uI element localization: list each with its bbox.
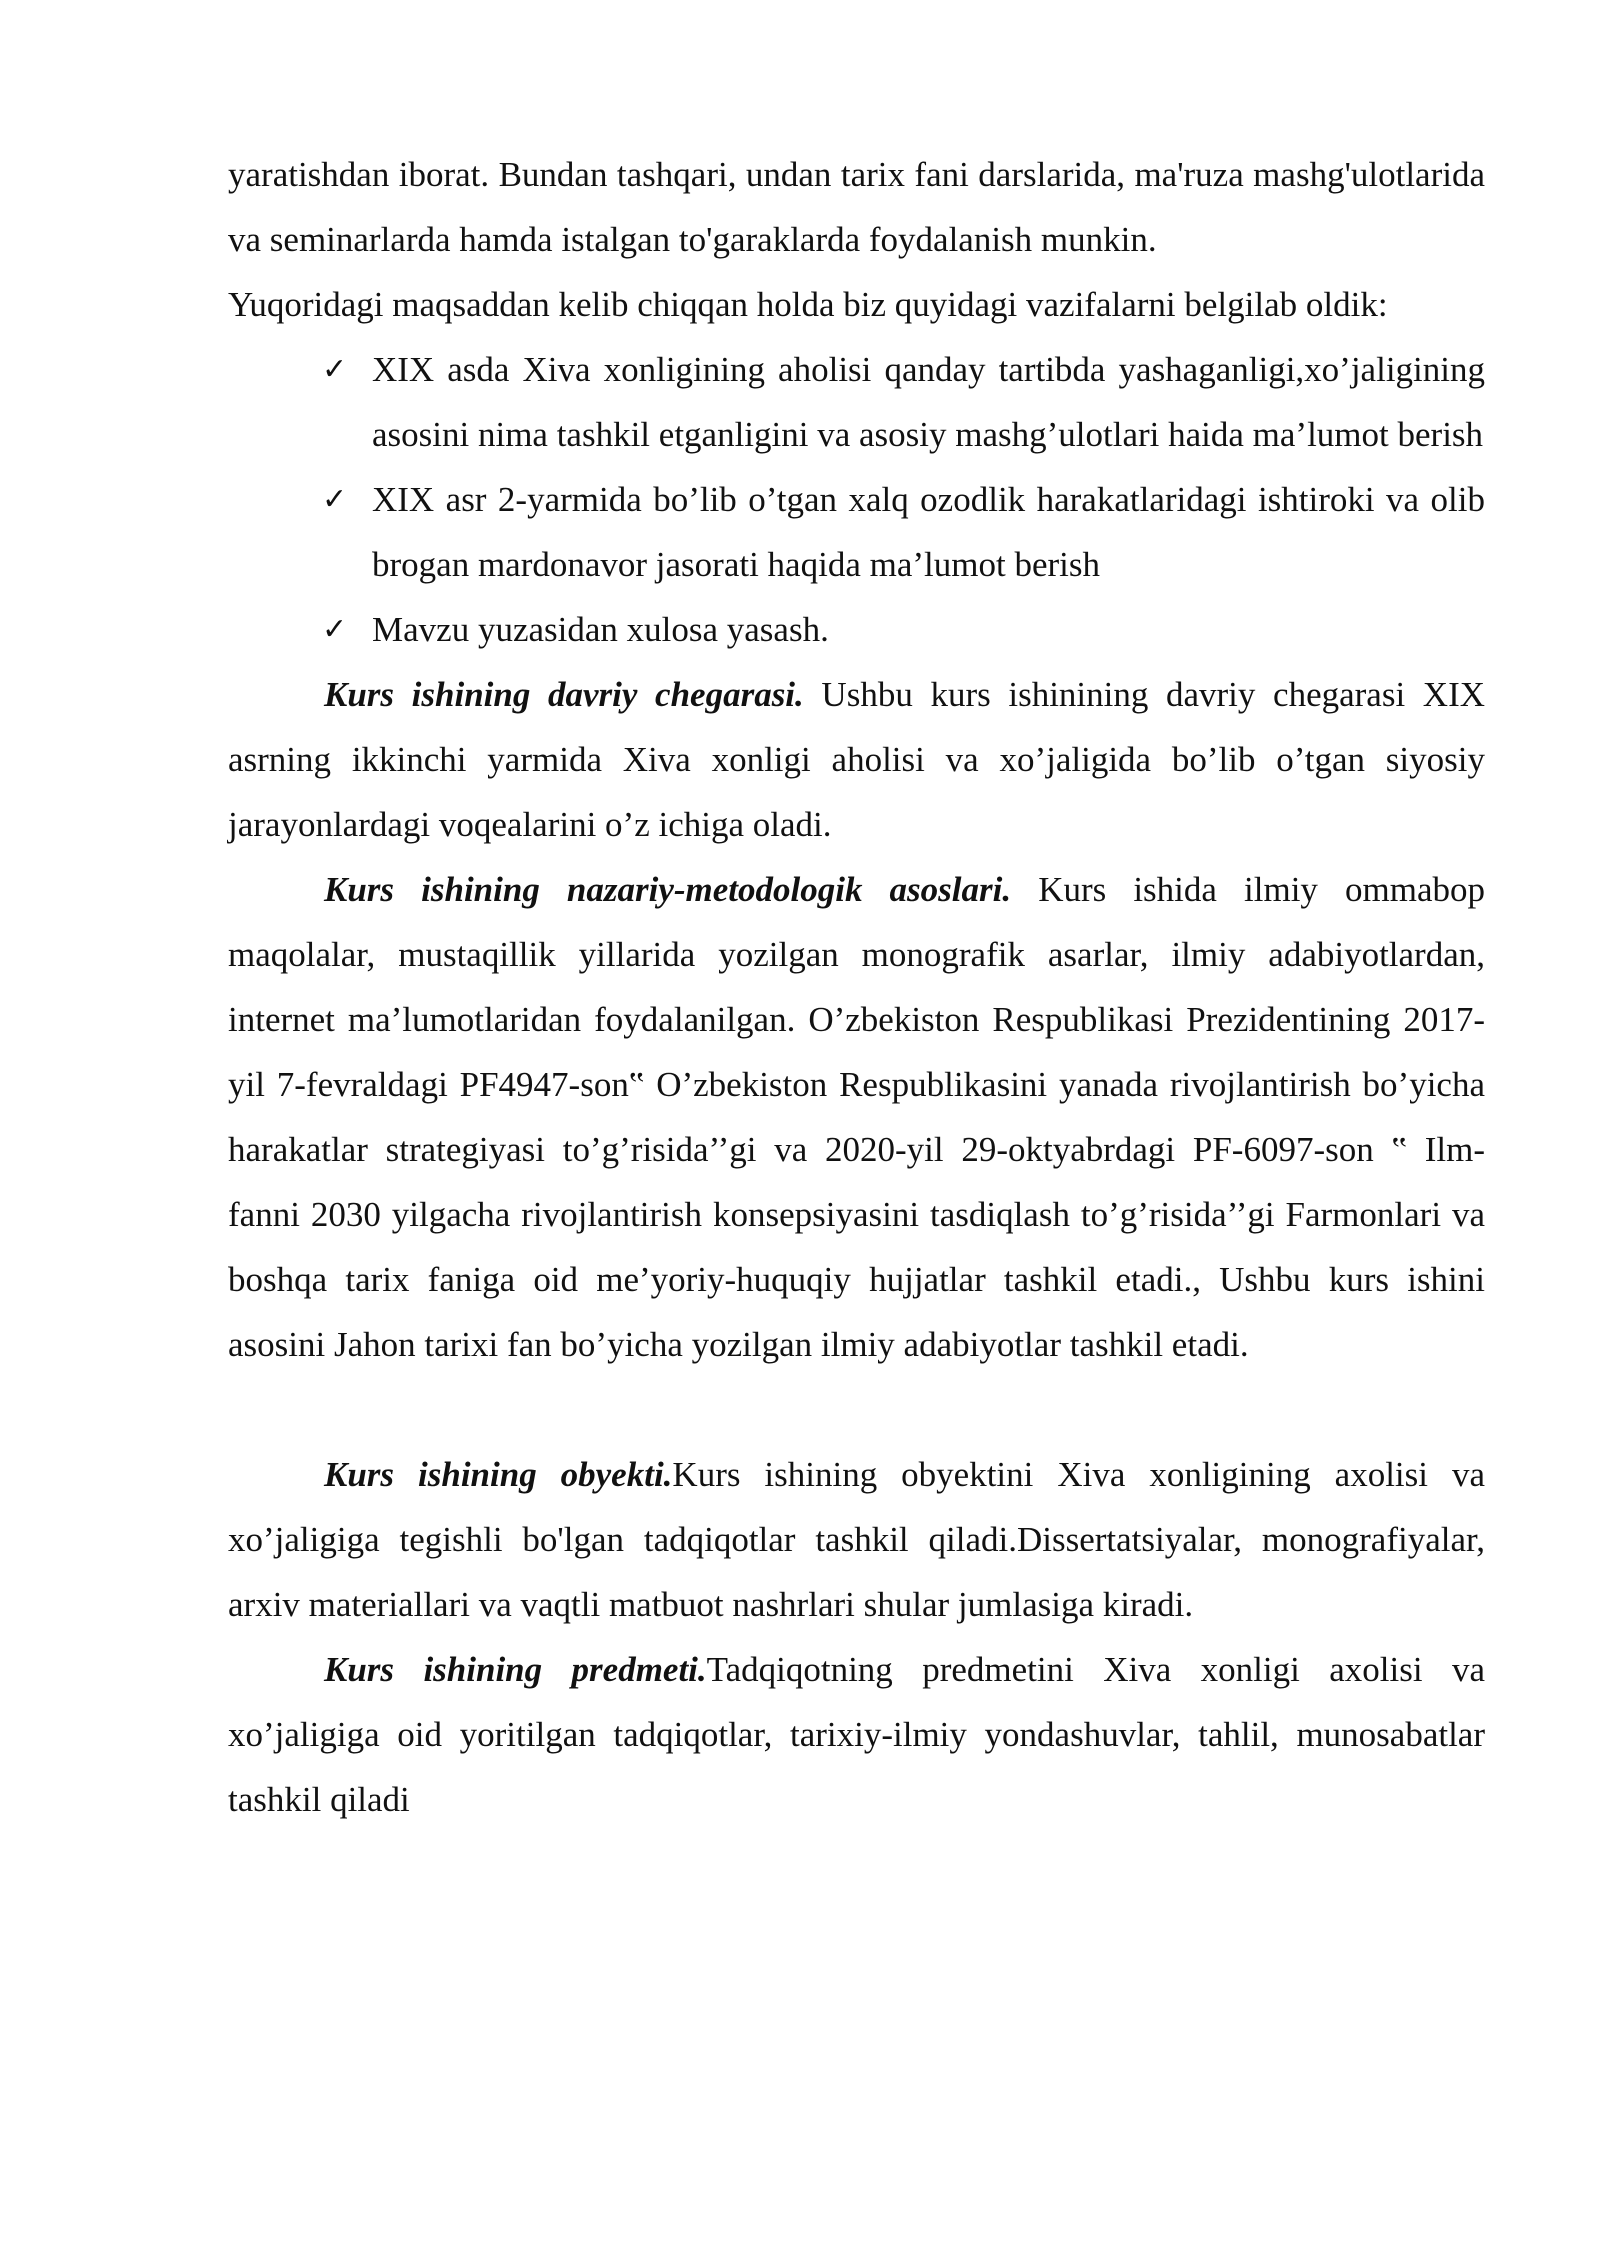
task-list xyxy=(228,337,1485,662)
chronology-heading: Kurs ishining davriy chegarasi. xyxy=(324,675,804,714)
checkmark-icon: ✓ xyxy=(322,482,348,517)
document-page xyxy=(228,142,1485,1832)
chronology-text: Ushbu kurs ishinining davriy chegarasi XIX asrning ikkinchi yarmida Xiva xonligi aholisi va xo’jaligida bo’lib o’tgan siyosiy jarayonlardagi voqealarini o’z ichiga oladi. xyxy=(228,675,1486,844)
task-text: XIX asda Xiva xonligining aholisi qanday tartibda yashaganligi,xo’jaligining asosini nima tashkil etganligini va asosiy mashg’ulotlari haida ma’lumot berish xyxy=(372,350,1485,454)
subject-heading: Kurs ishining predmeti. xyxy=(324,1650,707,1689)
checkmark-icon: ✓ xyxy=(322,612,348,647)
checkmark-icon: ✓ xyxy=(322,352,348,387)
list-item xyxy=(322,337,1485,467)
task-text: Mavzu yuzasidan xulosa yasash. xyxy=(372,610,829,649)
methodology-paragraph xyxy=(228,857,1485,1377)
task-text: XIX asr 2-yarmida bo’lib o’tgan xalq ozodlik harakatlaridagi ishtiroki va olib brogan mardonavor jasorati haqida ma’lumot berish xyxy=(372,480,1485,584)
list-item xyxy=(322,597,1485,662)
subject-paragraph xyxy=(228,1637,1485,1832)
intro-paragraph: yaratishdan iborat. Bundan tashqari, undan tarix fani darslarida, ma'ruza mashg'ulotlarida va seminarlarda hamda istalgan to'garaklarda foydalanish munkin. xyxy=(228,155,1485,259)
object-text: Kurs ishining obyektini Xiva xonligining axolisi va xo’jaligiga tegishli bo'lgan tadqiqotlar tashkil qiladi.Dissertatsiyalar, monografiyalar, arxiv materiallari va vaqtli matbuot nashrlari shular jumlasiga kiradi. xyxy=(228,1455,1485,1624)
methodology-heading: Kurs ishining nazariy-metodologik asoslari. xyxy=(324,870,1012,909)
object-paragraph xyxy=(228,1442,1485,1637)
object-heading: Kurs ishining obyekti. xyxy=(324,1455,673,1494)
subject-text: Tadqiqotning predmetini Xiva xonligi axolisi va xo’jaligiga oid yoritilgan tadqiqotlar, tarixiy-ilmiy yondashuvlar, tahlil, munosabatlar tashkil qiladi xyxy=(228,1650,1485,1819)
methodology-text: Kurs ishida ilmiy ommabop maqolalar, mustaqillik yillarida yozilgan monografik asarlar, ilmiy adabiyotlardan, internet ma’lumotlaridan foydalanilgan. O’zbekiston Respublikasi Prezidentining 2017-yil 7-fevraldagi PF4947-son‟ O’zbekiston Respublikasini yanada rivojlantirish bo’yicha harakatlar strategiyasi to’g’risida’’gi va 2020-yil 29-oktyabrdagi PF-6097-son ‟ Ilm-fanni 2030 yilgacha rivojlantirish konsepsiyasini tasdiqlash to’g’risida’’gi Farmonlari va boshqa tarix faniga oid me’yoriy-huquqiy hujjatlar tashkil etadi., Ushbu kurs ishini asosini Jahon tarixi fan bo’yicha yozilgan ilmiy adabiyotlar tashkil etadi. xyxy=(228,870,1485,1364)
blank-line xyxy=(228,1377,1485,1442)
list-item xyxy=(322,467,1485,597)
tasks-intro-paragraph: Yuqoridagi maqsaddan kelib chiqqan holda biz quyidagi vazifalarni belgilab oldik: xyxy=(228,285,1388,324)
chronology-paragraph xyxy=(228,662,1485,857)
